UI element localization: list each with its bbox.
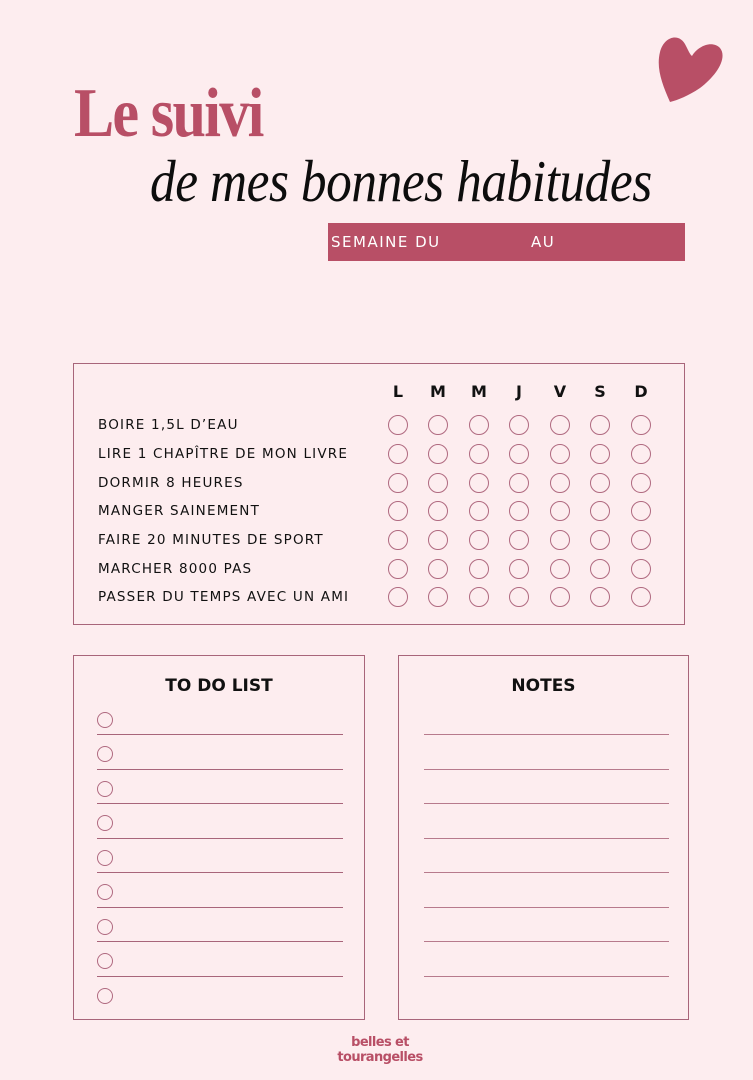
habit-checkbox[interactable] xyxy=(509,501,529,521)
heart-icon xyxy=(656,32,724,104)
brand-line-2: tourangelles xyxy=(337,1050,423,1065)
note-line[interactable] xyxy=(424,769,669,770)
habit-label: FAIRE 20 MINUTES DE SPORT xyxy=(98,532,324,548)
habit-checkbox[interactable] xyxy=(590,444,610,464)
habit-checkbox[interactable] xyxy=(428,444,448,464)
brand-line-1: belles et xyxy=(351,1035,409,1050)
todo-checkbox[interactable] xyxy=(97,781,113,797)
habit-checkbox[interactable] xyxy=(550,473,570,493)
day-header-wednesday: M xyxy=(471,382,487,401)
habit-label: BOIRE 1,5L D’EAU xyxy=(98,417,239,433)
habit-checkbox[interactable] xyxy=(469,501,489,521)
brand-logo xyxy=(300,1035,460,1065)
todo-item[interactable] xyxy=(97,815,343,835)
habit-checkbox[interactable] xyxy=(550,559,570,579)
todo-title: TO DO LIST xyxy=(165,676,273,696)
habit-checkbox[interactable] xyxy=(428,559,448,579)
notes-title: NOTES xyxy=(511,676,576,696)
habit-row xyxy=(98,586,678,610)
todo-item[interactable] xyxy=(97,781,343,801)
habit-checkbox[interactable] xyxy=(509,415,529,435)
habit-checkbox[interactable] xyxy=(509,473,529,493)
todo-item[interactable] xyxy=(97,953,343,973)
note-line[interactable] xyxy=(424,803,669,804)
day-header-thursday: J xyxy=(516,382,522,401)
habit-checkbox[interactable] xyxy=(428,530,448,550)
todo-line[interactable] xyxy=(97,838,343,839)
habit-checkbox[interactable] xyxy=(388,501,408,521)
day-header-friday: V xyxy=(553,382,567,401)
habit-checkbox[interactable] xyxy=(590,415,610,435)
todo-item[interactable] xyxy=(97,850,343,870)
habit-checkbox[interactable] xyxy=(631,473,651,493)
todo-checkbox[interactable] xyxy=(97,953,113,969)
habit-checkbox[interactable] xyxy=(469,587,489,607)
habit-checkbox[interactable] xyxy=(550,415,570,435)
habit-checkbox[interactable] xyxy=(469,559,489,579)
habit-checkbox[interactable] xyxy=(550,530,570,550)
todo-line[interactable] xyxy=(97,872,343,873)
habit-row xyxy=(98,500,678,524)
todo-item[interactable] xyxy=(97,919,343,939)
habit-checkbox[interactable] xyxy=(631,559,651,579)
todo-item[interactable] xyxy=(97,884,343,904)
habit-checkbox[interactable] xyxy=(388,587,408,607)
habit-label: MARCHER 8000 PAS xyxy=(98,561,253,577)
habit-row xyxy=(98,558,678,582)
habit-checkbox[interactable] xyxy=(469,444,489,464)
habit-checkbox[interactable] xyxy=(469,530,489,550)
habit-checkbox[interactable] xyxy=(509,587,529,607)
habit-row xyxy=(98,529,678,553)
habit-checkbox[interactable] xyxy=(428,415,448,435)
note-line[interactable] xyxy=(424,734,669,735)
habit-checkbox[interactable] xyxy=(590,473,610,493)
habit-checkbox[interactable] xyxy=(428,501,448,521)
todo-checkbox[interactable] xyxy=(97,712,113,728)
todo-line[interactable] xyxy=(97,941,343,942)
week-range-bar xyxy=(328,223,685,261)
todo-item[interactable] xyxy=(97,712,343,732)
note-line[interactable] xyxy=(424,941,669,942)
day-header-saturday: S xyxy=(594,382,606,401)
notes-panel xyxy=(398,655,689,1020)
todo-item[interactable] xyxy=(97,988,343,1008)
habit-checkbox[interactable] xyxy=(550,444,570,464)
habit-checkbox[interactable] xyxy=(388,444,408,464)
habit-checkbox[interactable] xyxy=(509,444,529,464)
week-to-label: AU xyxy=(531,233,556,251)
note-line[interactable] xyxy=(424,907,669,908)
habit-checkbox[interactable] xyxy=(550,587,570,607)
habit-checkbox[interactable] xyxy=(631,415,651,435)
todo-line[interactable] xyxy=(97,769,343,770)
habit-checkbox[interactable] xyxy=(590,530,610,550)
day-header-tuesday: M xyxy=(430,382,446,401)
page-title: Le suivi xyxy=(74,75,263,152)
habit-checkbox[interactable] xyxy=(550,501,570,521)
page-subtitle: de mes bonnes habitudes xyxy=(150,148,652,214)
habit-label: LIRE 1 CHAPÎTRE DE MON LIVRE xyxy=(98,446,349,462)
habit-checkbox[interactable] xyxy=(388,530,408,550)
habit-checkbox[interactable] xyxy=(509,559,529,579)
todo-checkbox[interactable] xyxy=(97,884,113,900)
todo-line[interactable] xyxy=(97,734,343,735)
todo-line[interactable] xyxy=(97,907,343,908)
note-line[interactable] xyxy=(424,838,669,839)
todo-checkbox[interactable] xyxy=(97,988,113,1004)
habit-label: PASSER DU TEMPS AVEC UN AMI xyxy=(98,589,350,605)
todo-list xyxy=(73,655,365,1020)
day-header-sunday: D xyxy=(634,382,648,401)
habit-checkbox[interactable] xyxy=(590,501,610,521)
habit-checkbox[interactable] xyxy=(469,473,489,493)
habit-checkbox[interactable] xyxy=(631,587,651,607)
habit-checkbox[interactable] xyxy=(590,559,610,579)
habit-tracker xyxy=(73,363,685,625)
todo-line[interactable] xyxy=(97,976,343,977)
todo-checkbox[interactable] xyxy=(97,919,113,935)
todo-checkbox[interactable] xyxy=(97,850,113,866)
habit-row xyxy=(98,443,678,467)
habit-row xyxy=(98,414,678,438)
todo-checkbox[interactable] xyxy=(97,815,113,831)
todo-checkbox[interactable] xyxy=(97,746,113,762)
day-header-monday: L xyxy=(392,382,404,401)
habit-checkbox[interactable] xyxy=(388,415,408,435)
habit-checkbox[interactable] xyxy=(428,473,448,493)
note-line[interactable] xyxy=(424,872,669,873)
habit-checkbox[interactable] xyxy=(631,530,651,550)
week-from-label: SEMAINE DU xyxy=(331,233,441,251)
habit-label: DORMIR 8 HEURES xyxy=(98,475,244,491)
habit-checkbox[interactable] xyxy=(388,559,408,579)
habit-checkbox[interactable] xyxy=(388,473,408,493)
note-line[interactable] xyxy=(424,976,669,977)
habit-checkbox[interactable] xyxy=(509,530,529,550)
habit-checkbox[interactable] xyxy=(428,587,448,607)
habit-row xyxy=(98,472,678,496)
habit-checkbox[interactable] xyxy=(631,501,651,521)
todo-line[interactable] xyxy=(97,803,343,804)
habit-label: MANGER SAINEMENT xyxy=(98,503,261,519)
habit-checkbox[interactable] xyxy=(631,444,651,464)
todo-item[interactable] xyxy=(97,746,343,766)
habit-checkbox[interactable] xyxy=(590,587,610,607)
habit-checkbox[interactable] xyxy=(469,415,489,435)
